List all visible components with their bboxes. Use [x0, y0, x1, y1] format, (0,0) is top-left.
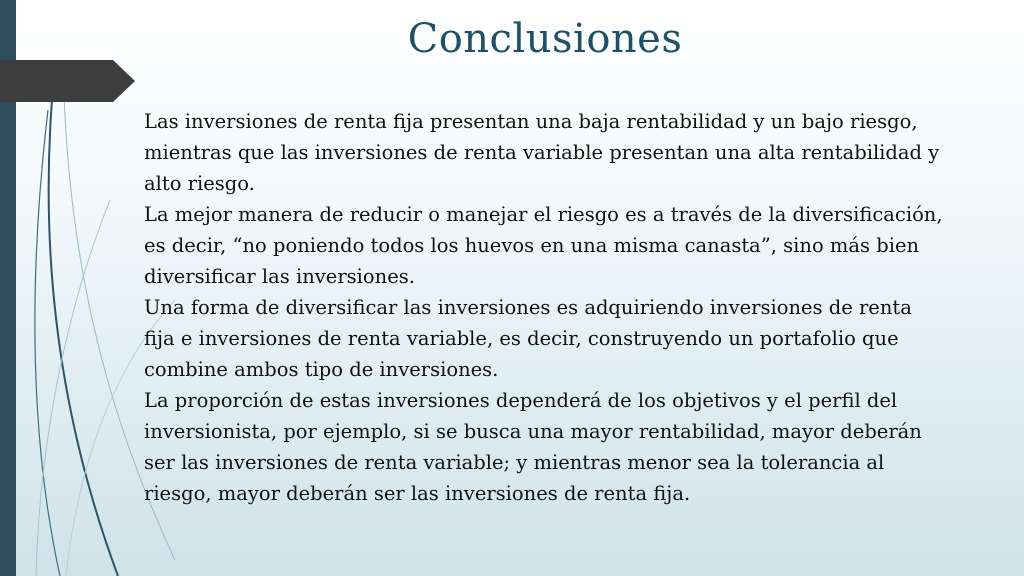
paragraph-proporcion: La proporción de estas inversiones dependerá de los objetivos y el perfil del inversionista, por ejemplo, si se busca una mayor rentabilidad, mayor deberán ser las inversiones de renta variable; y mientras menor sea la tolerancia al riesgo, mayor deberán ser las inversiones de renta fija.: [144, 389, 922, 505]
paragraph-renta-fija-variable: Las inversiones de renta fija presentan una baja rentabilidad y un bajo riesgo, mientras que las inversiones de renta variable presentan una alta rentabilidad y alto riesgo.: [144, 110, 940, 195]
slide-body: [144, 106, 944, 509]
paragraph-diversificacion: La mejor manera de reducir o manejar el riesgo es a través de la diversificación, es decir, “no poniendo todos los huevos en una misma canasta”, sino más bien diversificar las inversiones.: [144, 203, 943, 288]
title-tab-shape: [0, 60, 135, 102]
slide-title: Conclusiones: [407, 16, 683, 62]
paragraph-portafolio: Una forma de diversificar las inversiones es adquiriendo inversiones de renta fija e inversiones de renta variable, es decir, construyendo un portafolio que combine ambos tipo de inversiones.: [144, 296, 912, 381]
